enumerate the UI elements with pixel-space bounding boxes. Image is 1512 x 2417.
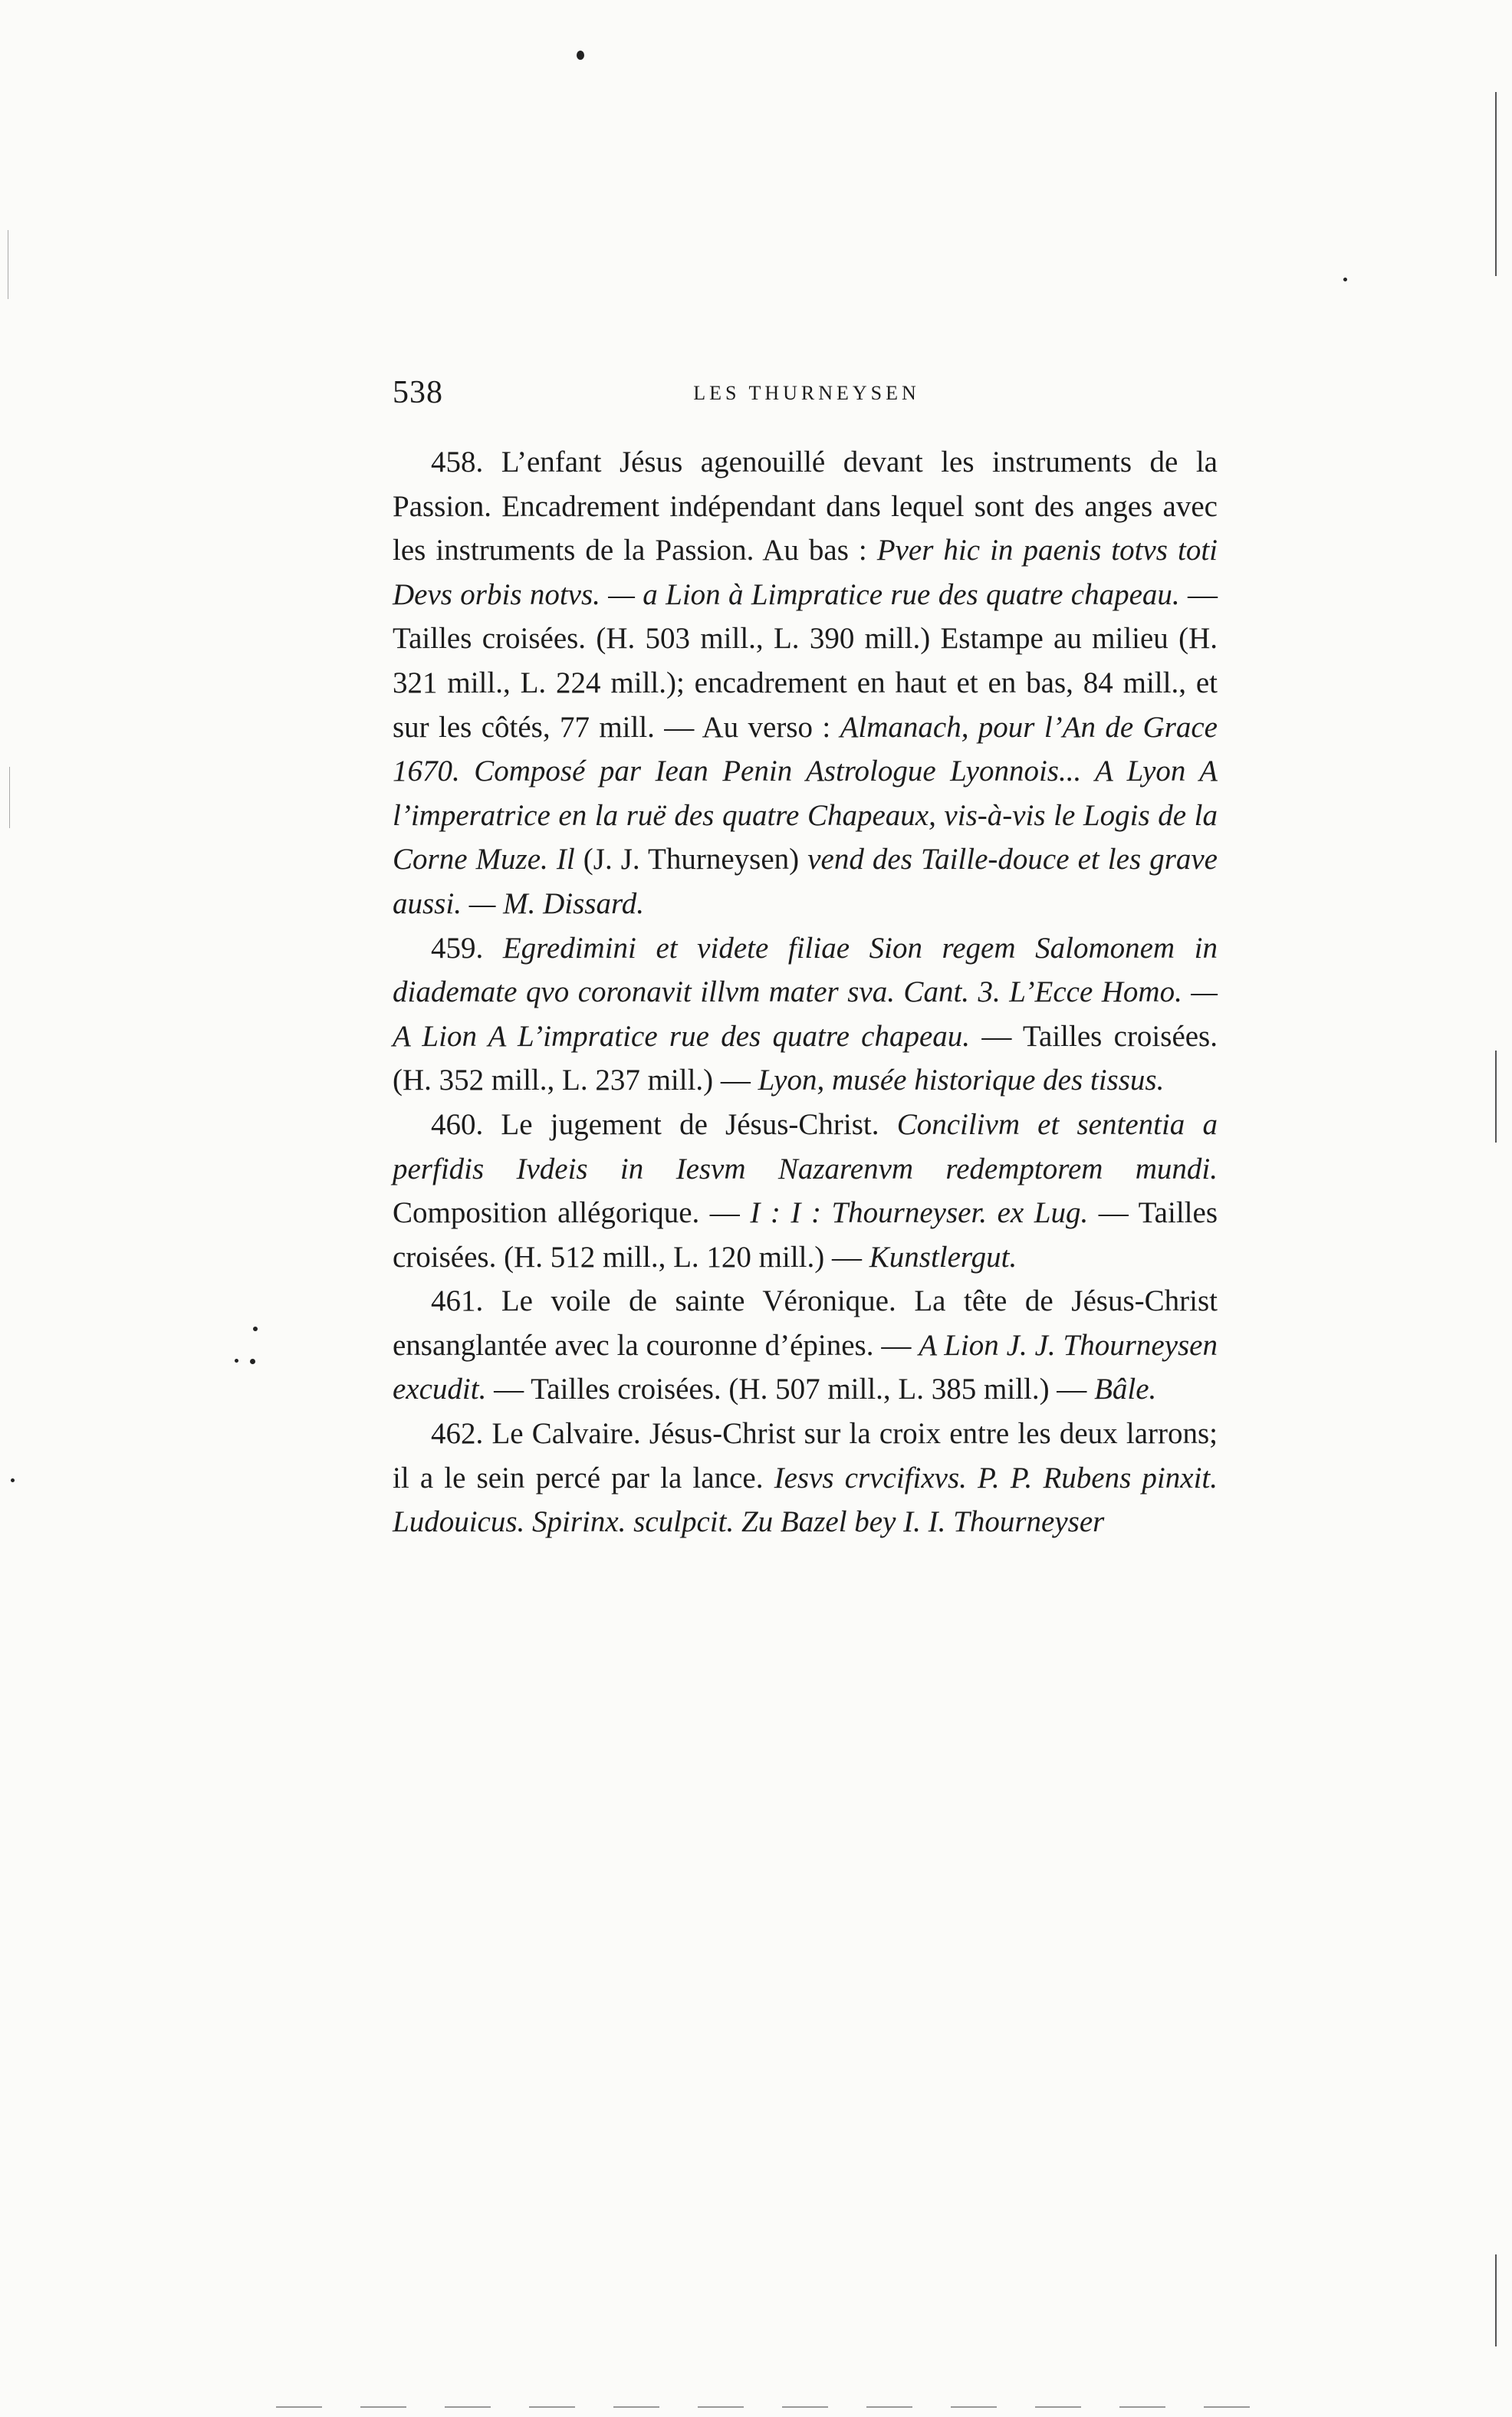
entry-number: 458.: [431, 446, 484, 478]
entry-number: 460.: [431, 1107, 484, 1141]
entry-text-italic: Pver hic in paenis totvs toti Devs orbis notvs. — a Lion à Limpratice rue des quatre chapeau.: [393, 534, 1218, 611]
entry-text: Composition allégorique. —: [393, 1196, 751, 1230]
ink-speck: [1343, 278, 1347, 281]
catalogue-entry: [393, 926, 1218, 1103]
entry-text-italic: Egredimini et videte filiae Sion regem Salomonem in diademate qvo coronavit illvm mater sva. Cant. 3. L’Ecce Homo. — A Lion A L’impratice rue des quatre chapeau.: [393, 931, 1218, 1053]
entry-text: — Tailles croisées. (H. 352 mill., L. 237 mill.) —: [393, 1019, 1218, 1097]
entry-text-italic: vend des Taille-douce et les grave aussi. — M. Dissard.: [393, 843, 1218, 920]
entry-text-italic: A Lion J. J. Thourneysen excudit.: [393, 1328, 1218, 1406]
entry-text-italic: Kunstlergut.: [869, 1240, 1017, 1274]
page-number: 538: [393, 375, 443, 410]
entry-text-italic: Almanach, pour l’An de Grace 1670. Composé par Iean Penin Astrologue Lyonnois... A Lyon A l’imperatrice en la ruë des quatre Chapeaux, vis-à-vis le Logis de la Corne Muze. Il: [393, 710, 1218, 876]
entry-text: Le voile de sainte Véronique. La tête de Jésus-Christ ensanglantée avec la couronne d’épines. —: [393, 1284, 1218, 1362]
entry-number: 459.: [431, 931, 484, 965]
scan-edge-line: [9, 767, 10, 828]
entry-text: Le Calvaire. Jésus-Christ sur la croix entre les deux larrons; il a le sein percé par la lance.: [393, 1417, 1218, 1495]
entry-text-italic: Lyon, musée historique des tissus.: [758, 1064, 1165, 1097]
entry-number: 461.: [431, 1284, 484, 1318]
entry-text-italic: Concilivm et sententia a perfidis Ivdeis in Iesvm Nazarenvm redemptorem mundi.: [393, 1107, 1218, 1185]
entry-text: — Tailles croisées. (H. 512 mill., L. 120 mill.) —: [393, 1196, 1218, 1274]
ink-speck: [250, 1359, 255, 1364]
catalogue-entries: [393, 440, 1218, 1544]
entry-text: (J. J. Thurneysen): [574, 843, 808, 876]
ink-speck: [577, 51, 584, 60]
entry-number: 462.: [431, 1417, 484, 1451]
catalogue-entry: [393, 1279, 1218, 1412]
ink-speck: [11, 1478, 15, 1482]
entry-text: Le jugement de Jésus-Christ.: [483, 1107, 897, 1141]
running-head: [393, 374, 1221, 420]
scan-bottom-dash: [276, 2406, 1288, 2408]
entry-text-italic: Bâle.: [1094, 1373, 1157, 1406]
scan-edge-line: [1495, 2254, 1497, 2346]
entry-text: — Tailles croisées. (H. 507 mill., L. 385 mill.) —: [486, 1373, 1095, 1406]
catalogue-entry: [393, 1103, 1218, 1279]
scan-edge-line: [1495, 92, 1497, 276]
ink-speck: [253, 1327, 258, 1331]
entry-text: — Tailles croisées. (H. 503 mill., L. 390 mill.) Estampe au milieu (H. 321 mill., L. 224 mill.); encadrement en haut et en bas, 84 mill., et sur les côtés, 77 mill. — Au verso :: [393, 577, 1218, 744]
running-title: LES THURNEYSEN: [693, 382, 920, 404]
ink-speck: [235, 1359, 238, 1363]
entry-text-italic: I : I : Thourneyser. ex Lug.: [750, 1196, 1089, 1230]
entry-text-italic: Iesvs crvcifixvs. P. P. Rubens pinxit. Ludouicus. Spirinx. sculpcit. Zu Bazel bey I. I. Thourneyser: [393, 1461, 1218, 1539]
catalogue-entry: [393, 440, 1218, 926]
scan-edge-line: [1495, 1051, 1497, 1143]
entry-text: L’enfant Jésus agenouillé devant les instruments de la Passion. Encadrement indépendant dans lequel sont des anges avec les instruments de la Passion. Au bas :: [393, 446, 1218, 567]
entry-text: [483, 932, 503, 965]
catalogue-entry: [393, 1412, 1218, 1544]
